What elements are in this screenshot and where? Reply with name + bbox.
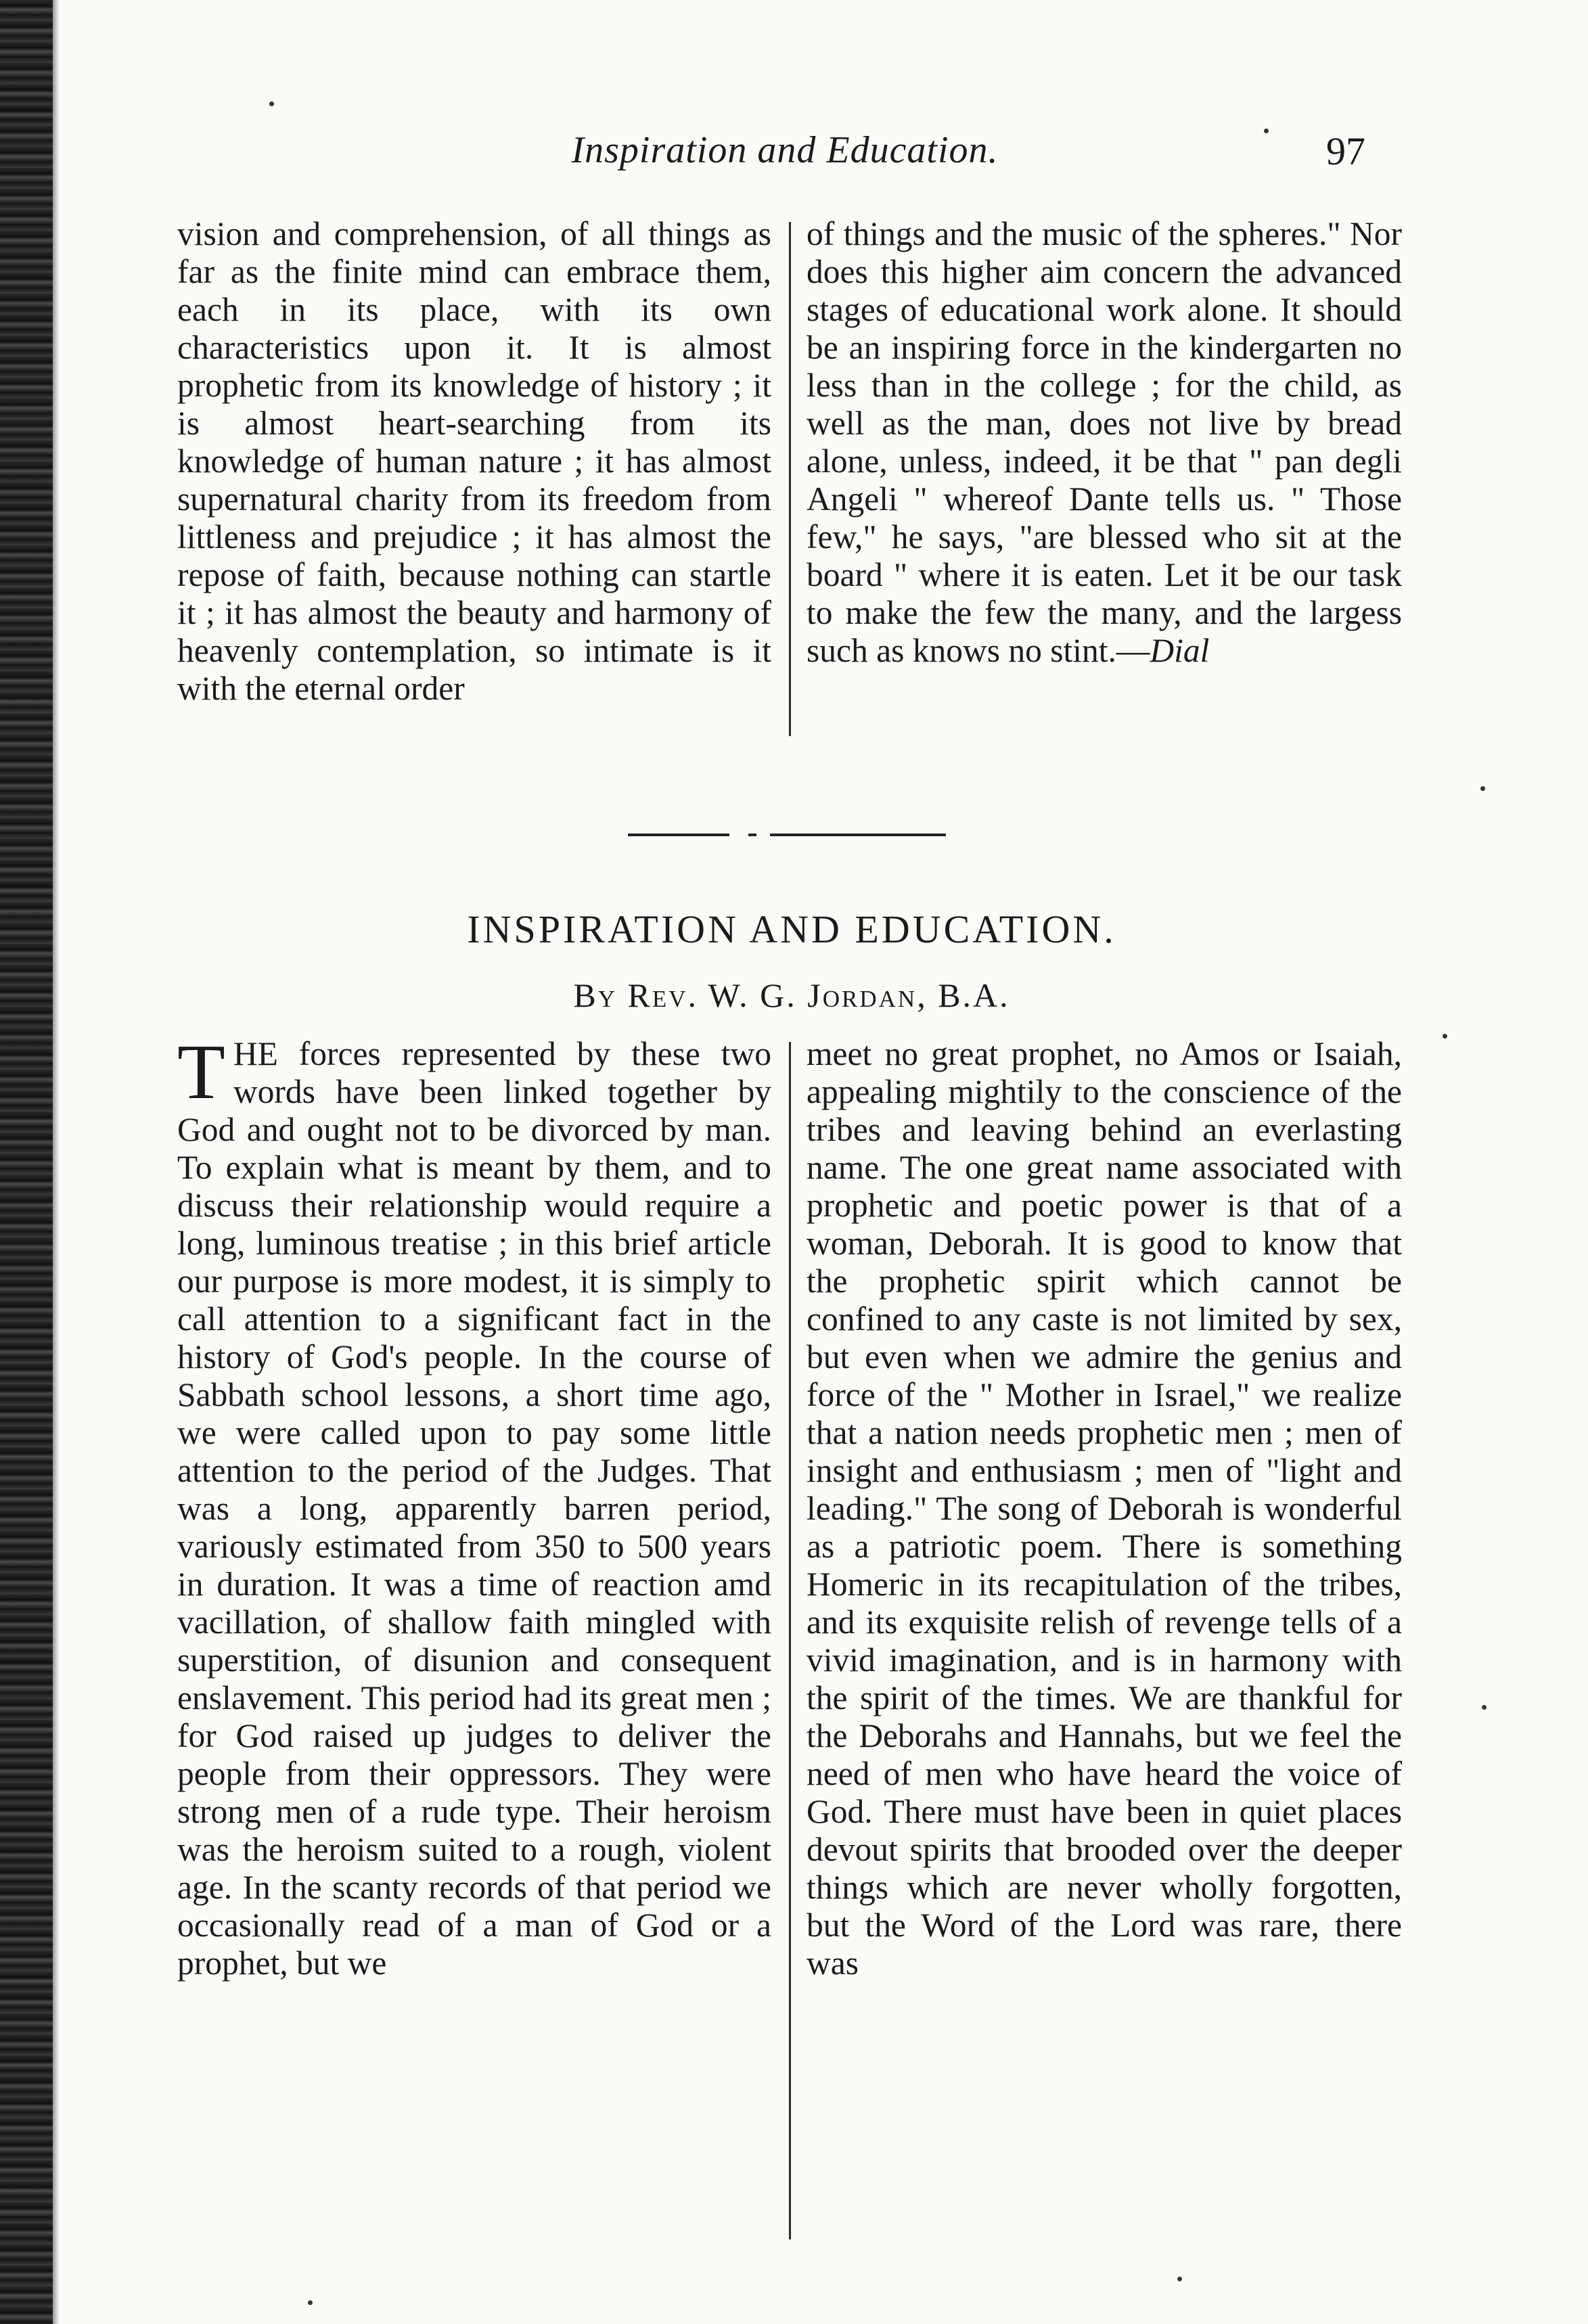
article-right-text: meet no great prophet, no Amos or Isaiah, appealing mightily to the conscience of the tribes and leaving behind an everlasting name. The one great name associated with prophetic and poetic power is that of a woman, Deborah. It is good to know that the prophetic spirit which cannot be confined to any caste is not limited by sex, but even when we admire the genius and force of the " Mother in Israel," we realize that a nation needs prophetic men ; men of insight and enthusiasm ; men of "light and leading." The song of Deborah is wonderful as a patriotic poem. There is something Homeric in its recapitulation of the tribes, and its exquisite relish of revenge tells of a vivid imagination, and is in harmony with the spirit of the times. We are thankful for the Deborahs and Hannahs, but we feel the need of men who have heard the voice of God. There must have been in quiet places devout spirits that brooded over the deeper things which are never wholly forgotten, but the Word of the Lord was rare, there was: [807, 1035, 1402, 1982]
column-rule-bottom: [789, 1042, 791, 2239]
previous-article-left-text: vision and comprehension, of all things as far as the finite mind can embrace them, each in its place, with its own characteristics upon it. It is almost prophetic from its knowledge of history ; it is almost heart-searching from its knowledge of human nature ; it has almost supernatural charity from its freedom from littleness and prejudice ; it has almost the repose of faith, because nothing can startle it ; it has almost the beauty and harmony of heavenly contemplation, so intimate is it with the eternal order: [177, 215, 771, 707]
article-left-column: [177, 1029, 771, 2260]
previous-article-right-paragraph: [807, 215, 1402, 670]
print-speck: [1443, 1034, 1447, 1039]
column-rule-top: [789, 222, 791, 736]
previous-article-right-text: of things and the music of the spheres." Nor does this higher aim concern the advanced stages of educational work alone. It should be an inspiring force in the kindergarten no less than in the college ; for the child, as well as the man, does not live by bread alone, unless, indeed, it be that " pan degli Angeli " whereof Dante tells us. " Those few," he says, "are blessed who sit at the board " where it is eaten. Let it be our task to make the few the many, and the largess such as knows no stint.—: [807, 215, 1402, 669]
article-title: INSPIRATION AND EDUCATION.: [467, 907, 1116, 951]
spine-edge: [53, 0, 60, 2324]
article-left-text: HE forces represented by these two words have been linked together by God and ought not to be divorced by man. To explain what is meant by them, and to discuss their relationship would require a long, luminous treatise ; in this brief article our purpose is more modest, it is simply to call attention to a significant fact in the history of God's people. In the course of Sabbath school lessons, a short time ago, we were called upon to pay some little attention to the period of the Judges. That was a long, apparently barren period, variously estimated from 350 to 500 years in duration. It was a time of reaction amd vacillation, of shallow faith mingled with superstition, of disunion and consequent enslavement. This period had its great men ; for God raised up judges to deliver the people from their oppressors. They were strong men of a rude type. Their heroism was the heroism suited to a rough, violent age. In the scanty records of that period we occasionally read of a man of God or a prophet, but we: [177, 1035, 771, 1982]
drop-cap: T: [177, 1029, 225, 1116]
article-left-paragraph: [177, 1029, 771, 1982]
section-divider: [628, 834, 946, 836]
print-speck: [1482, 1705, 1487, 1710]
article-right-column: [807, 1035, 1402, 2260]
print-speck: [1264, 129, 1269, 133]
print-speck: [1480, 786, 1485, 791]
previous-article-left-column: [177, 215, 771, 756]
print-speck: [269, 101, 274, 106]
previous-article-right-column: [807, 215, 1402, 756]
print-speck: [308, 2300, 313, 2305]
article-byline: By Rev. W. G. Jordan, B.A.: [573, 976, 1010, 1014]
print-speck: [1177, 2277, 1182, 2281]
book-spine-shadow: [0, 0, 53, 2324]
previous-article-signature: Dial: [1150, 632, 1210, 669]
page-number: 97: [1326, 129, 1365, 173]
running-head: Inspiration and Education.: [571, 129, 999, 171]
